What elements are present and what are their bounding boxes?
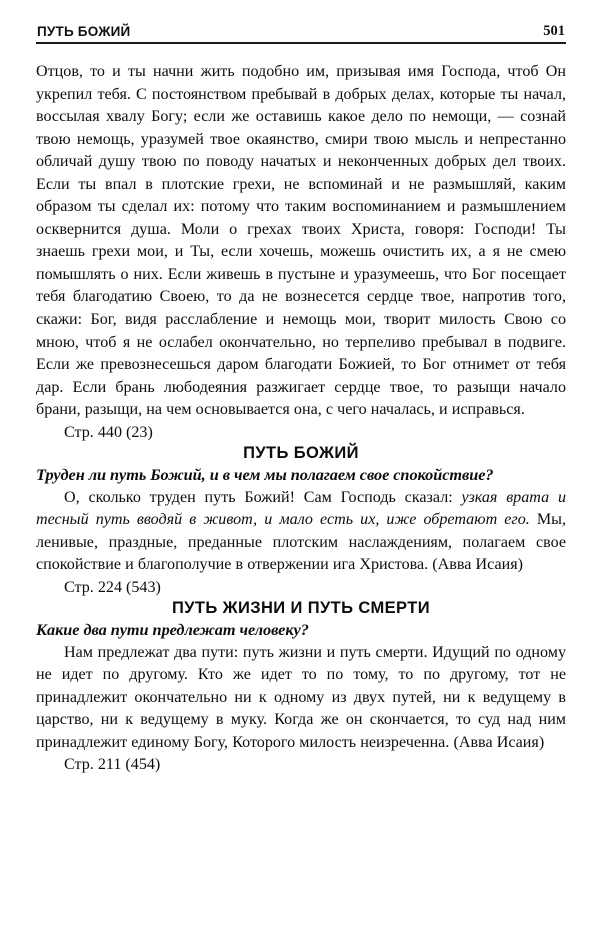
answer-text-lead: О, сколько труден путь Божий! Сам Господь сказал: (64, 488, 462, 506)
citation-continued-paragraph: Стр. 440 (23) (64, 423, 153, 441)
page-body (36, 61, 566, 777)
scripture-quote: узкая врата и тесный путь вводяй в живот, и мало есть их, иже обретают его. (36, 488, 567, 529)
running-header-title: ПУТЬ БОЖИЙ (37, 23, 131, 39)
section-heading-put-bozhiy: ПУТЬ БОЖИЙ (243, 444, 359, 463)
section-answer-put-bozhiy (36, 487, 566, 577)
page-number: 501 (543, 22, 565, 39)
section-question-put-zhizni-i-put-smerti: Какие два пути предлежат человеку? (36, 620, 309, 640)
section-answer-put-zhizni-i-put-smerti: Нам предлежат два пути: путь жизни и путь смерти. Идущий по одному не идет по другому. Кто же идет то по тому, то по другому, тот не принадлежит окончательно ни к одному из двух путей, ни к ведущему в царство, ни к ведущему в муку. Когда же он скончается, то суд над ним принадлежит единому Богу, Которого милость неизреченна. (Авва Исаия) (36, 643, 566, 751)
citation-put-bozhiy: Стр. 224 (543) (64, 578, 161, 596)
section-heading-put-zhizni-i-put-smerti: ПУТЬ ЖИЗНИ И ПУТЬ СМЕРТИ (172, 599, 430, 618)
citation-put-zhizni-i-put-smerti: Стр. 211 (454) (64, 756, 161, 774)
section-question-put-bozhiy: Труден ли путь Божий, и в чем мы полагаем свое спокойствие? (36, 465, 494, 485)
answer-text-tail: Мы, ленивые, праздные, преданные плотским наслаждениям, полагаем свое спокойствие и благополучие в отвержении ига Христова. (Авва Исаия) (36, 511, 567, 574)
header-rule (36, 42, 566, 44)
continued-paragraph: Отцов, то и ты начни жить подобно им, призывая имя Господа, чтоб Он укрепил тебя. С постоянством пребывай в добрых делах, которые ты начал, воссылая хвалу Богу; если же оставишь какое дело по немощи, — сознай твою немощь, уразумей твое окаянство, смири твою мысль и непрестанно обличай душу твою по поводу начатых и неконченных добрых дел твоих. Если ты впал в плотские грехи, не вспоминай и не размышляй, каким образом ты сделал их: потому что таким воспоминанием и размышлением осквернится душа. Моли о грехах твоих Христа, говоря: Господи! Ты знаешь грехи мои, и Ты, если хочешь, можешь очистить их, а я не смею помышлять о них. Если живешь в пустыне и уразумеешь, что Бог посещает тебя благодатию Своею, то да не вознесется сердце твое, напротив того, скажи: Бог, видя расслабление и немощь мои, творит милость Свою со мною, чтоб я не ослабел окончательно, но терпеливо пребывал в подвиге. Если же превознесешься даром благодати Божией, то Бог отнимет от тебя дар. Если брань любодеяния разжигает сердце твое, то разыщи начало брани, разыщи, на чем основывается она, с чего началась, и исправься. (36, 63, 566, 419)
running-header (36, 14, 566, 38)
